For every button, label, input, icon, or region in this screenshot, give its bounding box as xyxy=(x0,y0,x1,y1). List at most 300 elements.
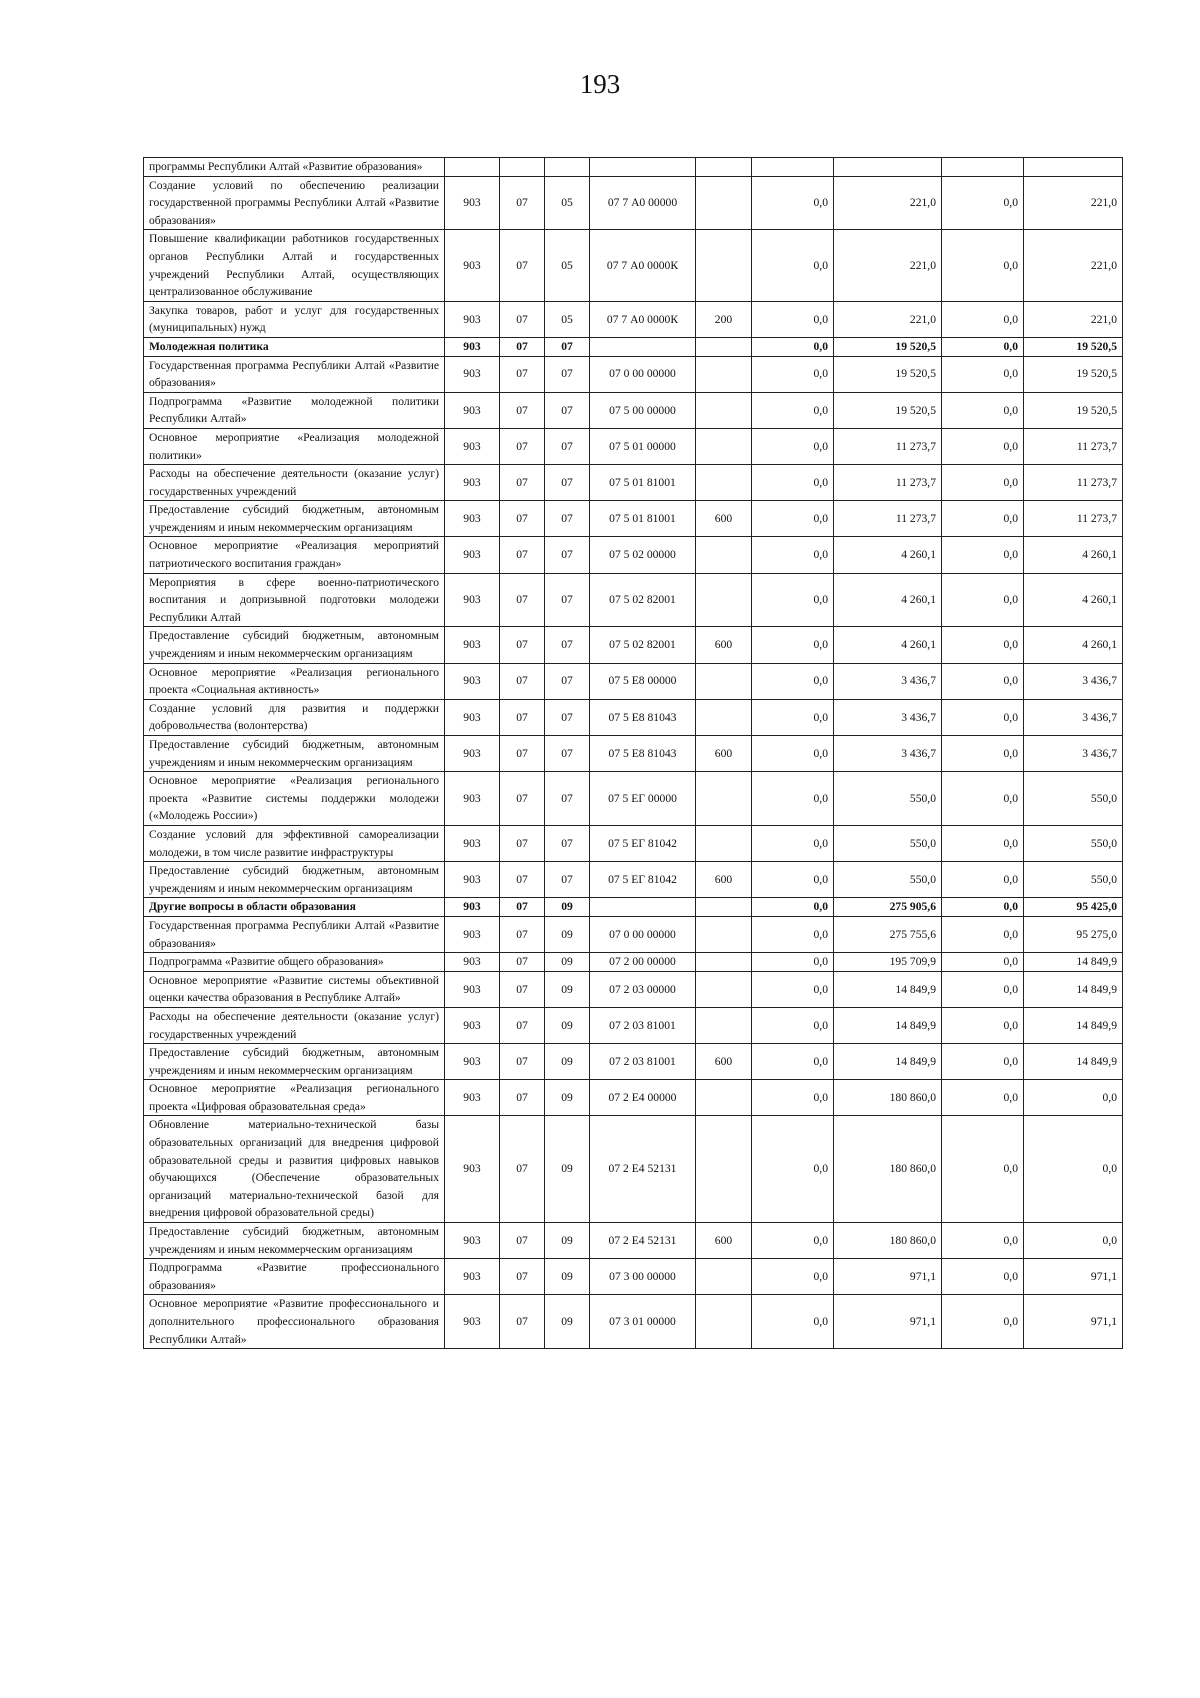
amount-cell-1: 0,0 xyxy=(752,1080,834,1116)
amount-cell-4: 19 520,5 xyxy=(1024,337,1123,356)
target-article-cell: 07 0 00 00000 xyxy=(590,356,696,392)
admin-code-cell: 903 xyxy=(445,971,500,1007)
subsection-code-cell: 09 xyxy=(545,1116,590,1223)
admin-code-cell: 903 xyxy=(445,699,500,735)
admin-code-cell: 903 xyxy=(445,1295,500,1349)
expense-type-cell xyxy=(696,465,752,501)
row-name-cell: Государственная программа Республики Алтай «Развитие образования» xyxy=(144,916,445,952)
table-row xyxy=(144,356,1123,392)
table-row xyxy=(144,663,1123,699)
row-name-cell: Молодежная политика xyxy=(144,337,445,356)
row-name-cell: Расходы на обеспечение деятельности (оказание услуг) государственных учреждений xyxy=(144,465,445,501)
table-row xyxy=(144,772,1123,826)
amount-cell-4: 14 849,9 xyxy=(1024,971,1123,1007)
subsection-code-cell: 07 xyxy=(545,736,590,772)
amount-cell-2: 275 755,6 xyxy=(834,916,942,952)
amount-cell-3: 0,0 xyxy=(942,573,1024,627)
amount-cell-2: 550,0 xyxy=(834,772,942,826)
subsection-code-cell: 07 xyxy=(545,825,590,861)
amount-cell-3: 0,0 xyxy=(942,953,1024,972)
amount-cell-4: 221,0 xyxy=(1024,230,1123,301)
amount-cell-4: 11 273,7 xyxy=(1024,465,1123,501)
section-code-cell: 07 xyxy=(500,465,545,501)
target-article-cell: 07 2 03 81001 xyxy=(590,1044,696,1080)
target-article-cell: 07 5 01 00000 xyxy=(590,428,696,464)
expense-type-cell xyxy=(696,971,752,1007)
amount-cell-4: 221,0 xyxy=(1024,301,1123,337)
amount-cell-2: 180 860,0 xyxy=(834,1080,942,1116)
amount-cell-1: 0,0 xyxy=(752,1259,834,1295)
expense-type-cell: 600 xyxy=(696,736,752,772)
target-article-cell: 07 2 00 00000 xyxy=(590,953,696,972)
table-row xyxy=(144,1223,1123,1259)
amount-cell-3: 0,0 xyxy=(942,971,1024,1007)
admin-code-cell: 903 xyxy=(445,176,500,230)
target-article-cell: 07 5 ЕГ 81042 xyxy=(590,825,696,861)
subsection-code-cell: 07 xyxy=(545,428,590,464)
amount-cell-2: 3 436,7 xyxy=(834,663,942,699)
table-row xyxy=(144,230,1123,301)
expense-type-cell xyxy=(696,337,752,356)
amount-cell-4 xyxy=(1024,158,1123,177)
table-row xyxy=(144,1080,1123,1116)
amount-cell-4: 11 273,7 xyxy=(1024,501,1123,537)
section-code-cell: 07 xyxy=(500,736,545,772)
section-code-cell: 07 xyxy=(500,356,545,392)
table-row xyxy=(144,537,1123,573)
table-row xyxy=(144,862,1123,898)
expense-type-cell xyxy=(696,1295,752,1349)
amount-cell-2: 221,0 xyxy=(834,230,942,301)
section-code-cell: 07 xyxy=(500,1007,545,1043)
admin-code-cell: 903 xyxy=(445,953,500,972)
amount-cell-3: 0,0 xyxy=(942,663,1024,699)
expense-type-cell: 200 xyxy=(696,301,752,337)
amount-cell-1: 0,0 xyxy=(752,825,834,861)
amount-cell-3 xyxy=(942,158,1024,177)
amount-cell-2: 19 520,5 xyxy=(834,337,942,356)
amount-cell-1: 0,0 xyxy=(752,971,834,1007)
row-name-cell: Мероприятия в сфере военно-патриотического воспитания и допризывной подготовки молодежи Республики Алтай xyxy=(144,573,445,627)
admin-code-cell: 903 xyxy=(445,1007,500,1043)
amount-cell-4: 971,1 xyxy=(1024,1259,1123,1295)
table-row xyxy=(144,392,1123,428)
amount-cell-3: 0,0 xyxy=(942,1044,1024,1080)
expense-type-cell xyxy=(696,898,752,917)
table-row xyxy=(144,158,1123,177)
row-name-cell: Создание условий для развития и поддержки добровольчества (волонтерства) xyxy=(144,699,445,735)
row-name-cell: Основное мероприятие «Реализация регионального проекта «Социальная активность» xyxy=(144,663,445,699)
amount-cell-2: 550,0 xyxy=(834,862,942,898)
section-code-cell: 07 xyxy=(500,301,545,337)
table-row xyxy=(144,1007,1123,1043)
amount-cell-3: 0,0 xyxy=(942,1259,1024,1295)
section-code-cell: 07 xyxy=(500,916,545,952)
target-article-cell: 07 5 00 00000 xyxy=(590,392,696,428)
admin-code-cell: 903 xyxy=(445,392,500,428)
amount-cell-1: 0,0 xyxy=(752,176,834,230)
amount-cell-2: 180 860,0 xyxy=(834,1116,942,1223)
admin-code-cell: 903 xyxy=(445,501,500,537)
subsection-code-cell: 05 xyxy=(545,230,590,301)
amount-cell-1: 0,0 xyxy=(752,1295,834,1349)
expense-type-cell: 600 xyxy=(696,627,752,663)
row-name-cell: Обновление материально-технической базы образовательных организаций для внедрения цифровой образовательной среды и развития цифровых навыков обучающихся (Обеспечение образовательных организаций материально-технической базой для внедрения цифровой образовательной среды) xyxy=(144,1116,445,1223)
target-article-cell: 07 5 Е8 00000 xyxy=(590,663,696,699)
subsection-code-cell: 07 xyxy=(545,501,590,537)
row-name-cell: Создание условий для эффективной самореализации молодежи, в том числе развитие инфраструктуры xyxy=(144,825,445,861)
amount-cell-3: 0,0 xyxy=(942,356,1024,392)
section-code-cell: 07 xyxy=(500,1116,545,1223)
admin-code-cell: 903 xyxy=(445,772,500,826)
subsection-code-cell: 07 xyxy=(545,772,590,826)
amount-cell-3: 0,0 xyxy=(942,1007,1024,1043)
amount-cell-2: 180 860,0 xyxy=(834,1223,942,1259)
expense-type-cell: 600 xyxy=(696,1044,752,1080)
target-article-cell: 07 2 03 00000 xyxy=(590,971,696,1007)
section-code-cell: 07 xyxy=(500,392,545,428)
section-code-cell: 07 xyxy=(500,772,545,826)
target-article-cell: 07 7 А0 0000К xyxy=(590,230,696,301)
amount-cell-4: 3 436,7 xyxy=(1024,699,1123,735)
target-article-cell: 07 5 02 82001 xyxy=(590,627,696,663)
expense-type-cell: 600 xyxy=(696,501,752,537)
row-name-cell: Предоставление субсидий бюджетным, автономным учреждениям и иным некоммерческим организациям xyxy=(144,1223,445,1259)
row-name-cell: Подпрограмма «Развитие молодежной политики Республики Алтай» xyxy=(144,392,445,428)
target-article-cell: 07 0 00 00000 xyxy=(590,916,696,952)
row-name-cell: Основное мероприятие «Реализация регионального проекта «Развитие системы поддержки молодежи («Молодежь России») xyxy=(144,772,445,826)
amount-cell-1: 0,0 xyxy=(752,916,834,952)
amount-cell-3: 0,0 xyxy=(942,176,1024,230)
subsection-code-cell: 09 xyxy=(545,1044,590,1080)
section-code-cell: 07 xyxy=(500,176,545,230)
expense-type-cell xyxy=(696,699,752,735)
subsection-code-cell: 07 xyxy=(545,862,590,898)
row-name-cell: программы Республики Алтай «Развитие образования» xyxy=(144,158,445,177)
expense-type-cell xyxy=(696,916,752,952)
row-name-cell: Предоставление субсидий бюджетным, автономным учреждениям и иным некоммерческим организациям xyxy=(144,862,445,898)
amount-cell-1: 0,0 xyxy=(752,392,834,428)
subsection-code-cell: 09 xyxy=(545,898,590,917)
target-article-cell: 07 5 02 00000 xyxy=(590,537,696,573)
section-code-cell: 07 xyxy=(500,1259,545,1295)
section-code-cell: 07 xyxy=(500,501,545,537)
target-article-cell: 07 2 03 81001 xyxy=(590,1007,696,1043)
amount-cell-2: 550,0 xyxy=(834,825,942,861)
amount-cell-2: 971,1 xyxy=(834,1259,942,1295)
amount-cell-4: 550,0 xyxy=(1024,825,1123,861)
table-row xyxy=(144,627,1123,663)
subsection-code-cell: 07 xyxy=(545,356,590,392)
amount-cell-2: 14 849,9 xyxy=(834,1007,942,1043)
row-name-cell: Создание условий по обеспечению реализации государственной программы Республики Алтай «Развитие образования» xyxy=(144,176,445,230)
section-code-cell: 07 xyxy=(500,971,545,1007)
amount-cell-3: 0,0 xyxy=(942,862,1024,898)
amount-cell-2 xyxy=(834,158,942,177)
amount-cell-3: 0,0 xyxy=(942,699,1024,735)
admin-code-cell: 903 xyxy=(445,862,500,898)
amount-cell-4: 550,0 xyxy=(1024,772,1123,826)
section-code-cell: 07 xyxy=(500,862,545,898)
amount-cell-2: 14 849,9 xyxy=(834,971,942,1007)
target-article-cell: 07 7 А0 00000 xyxy=(590,176,696,230)
amount-cell-3: 0,0 xyxy=(942,736,1024,772)
expense-type-cell xyxy=(696,392,752,428)
section-code-cell: 07 xyxy=(500,699,545,735)
amount-cell-2: 19 520,5 xyxy=(834,392,942,428)
target-article-cell xyxy=(590,158,696,177)
row-name-cell: Подпрограмма «Развитие профессионального образования» xyxy=(144,1259,445,1295)
amount-cell-3: 0,0 xyxy=(942,428,1024,464)
section-code-cell xyxy=(500,158,545,177)
target-article-cell: 07 3 01 00000 xyxy=(590,1295,696,1349)
row-name-cell: Предоставление субсидий бюджетным, автономным учреждениям и иным некоммерческим организациям xyxy=(144,736,445,772)
target-article-cell: 07 5 02 82001 xyxy=(590,573,696,627)
subsection-code-cell: 07 xyxy=(545,699,590,735)
subsection-code-cell: 07 xyxy=(545,537,590,573)
section-code-cell: 07 xyxy=(500,627,545,663)
row-name-cell: Основное мероприятие «Реализация молодежной политики» xyxy=(144,428,445,464)
section-code-cell: 07 xyxy=(500,337,545,356)
table-row xyxy=(144,825,1123,861)
row-name-cell: Основное мероприятие «Реализация регионального проекта «Цифровая образовательная среда» xyxy=(144,1080,445,1116)
section-code-cell: 07 xyxy=(500,537,545,573)
table-body xyxy=(144,158,1123,1349)
subsection-code-cell: 07 xyxy=(545,573,590,627)
amount-cell-4: 4 260,1 xyxy=(1024,573,1123,627)
amount-cell-4: 11 273,7 xyxy=(1024,428,1123,464)
amount-cell-1: 0,0 xyxy=(752,301,834,337)
admin-code-cell: 903 xyxy=(445,825,500,861)
expense-type-cell xyxy=(696,573,752,627)
target-article-cell: 07 5 Е8 81043 xyxy=(590,699,696,735)
amount-cell-2: 221,0 xyxy=(834,176,942,230)
amount-cell-1: 0,0 xyxy=(752,898,834,917)
expense-type-cell xyxy=(696,537,752,573)
admin-code-cell: 903 xyxy=(445,465,500,501)
amount-cell-2: 195 709,9 xyxy=(834,953,942,972)
admin-code-cell: 903 xyxy=(445,356,500,392)
expense-type-cell: 600 xyxy=(696,1223,752,1259)
row-name-cell: Государственная программа Республики Алтай «Развитие образования» xyxy=(144,356,445,392)
amount-cell-3: 0,0 xyxy=(942,337,1024,356)
expense-type-cell xyxy=(696,428,752,464)
amount-cell-2: 4 260,1 xyxy=(834,537,942,573)
subsection-code-cell: 09 xyxy=(545,1007,590,1043)
expense-type-cell xyxy=(696,158,752,177)
table-row xyxy=(144,501,1123,537)
table-row xyxy=(144,428,1123,464)
subsection-code-cell: 09 xyxy=(545,1259,590,1295)
amount-cell-4: 3 436,7 xyxy=(1024,663,1123,699)
amount-cell-3: 0,0 xyxy=(942,1223,1024,1259)
amount-cell-4: 14 849,9 xyxy=(1024,953,1123,972)
amount-cell-3: 0,0 xyxy=(942,825,1024,861)
budget-table xyxy=(143,157,1123,1349)
amount-cell-1: 0,0 xyxy=(752,1044,834,1080)
amount-cell-4: 19 520,5 xyxy=(1024,392,1123,428)
amount-cell-1: 0,0 xyxy=(752,1116,834,1223)
table-row xyxy=(144,916,1123,952)
row-name-cell: Закупка товаров, работ и услуг для государственных (муниципальных) нужд xyxy=(144,301,445,337)
amount-cell-1: 0,0 xyxy=(752,573,834,627)
amount-cell-2: 4 260,1 xyxy=(834,627,942,663)
section-code-cell: 07 xyxy=(500,825,545,861)
amount-cell-4: 14 849,9 xyxy=(1024,1007,1123,1043)
amount-cell-4: 95 425,0 xyxy=(1024,898,1123,917)
subsection-code-cell: 05 xyxy=(545,301,590,337)
row-name-cell: Расходы на обеспечение деятельности (оказание услуг) государственных учреждений xyxy=(144,1007,445,1043)
amount-cell-3: 0,0 xyxy=(942,916,1024,952)
amount-cell-1: 0,0 xyxy=(752,465,834,501)
table-row xyxy=(144,301,1123,337)
amount-cell-3: 0,0 xyxy=(942,627,1024,663)
amount-cell-3: 0,0 xyxy=(942,392,1024,428)
page-number: 193 xyxy=(579,69,621,99)
expense-type-cell xyxy=(696,1259,752,1295)
admin-code-cell: 903 xyxy=(445,898,500,917)
row-name-cell: Основное мероприятие «Развитие профессионального и дополнительного профессионального образования Республики Алтай» xyxy=(144,1295,445,1349)
row-name-cell: Основное мероприятие «Реализация мероприятий патриотического воспитания граждан» xyxy=(144,537,445,573)
amount-cell-2: 971,1 xyxy=(834,1295,942,1349)
expense-type-cell xyxy=(696,825,752,861)
row-name-cell: Предоставление субсидий бюджетным, автономным учреждениям и иным некоммерческим организациям xyxy=(144,501,445,537)
target-article-cell xyxy=(590,898,696,917)
row-name-cell: Предоставление субсидий бюджетным, автономным учреждениям и иным некоммерческим организациям xyxy=(144,1044,445,1080)
amount-cell-2: 221,0 xyxy=(834,301,942,337)
amount-cell-1: 0,0 xyxy=(752,501,834,537)
amount-cell-4: 0,0 xyxy=(1024,1116,1123,1223)
admin-code-cell xyxy=(445,158,500,177)
amount-cell-2: 275 905,6 xyxy=(834,898,942,917)
target-article-cell: 07 3 00 00000 xyxy=(590,1259,696,1295)
subsection-code-cell xyxy=(545,158,590,177)
admin-code-cell: 903 xyxy=(445,1223,500,1259)
amount-cell-3: 0,0 xyxy=(942,1080,1024,1116)
amount-cell-2: 3 436,7 xyxy=(834,736,942,772)
amount-cell-3: 0,0 xyxy=(942,772,1024,826)
admin-code-cell: 903 xyxy=(445,337,500,356)
amount-cell-3: 0,0 xyxy=(942,537,1024,573)
amount-cell-3: 0,0 xyxy=(942,230,1024,301)
amount-cell-4: 0,0 xyxy=(1024,1223,1123,1259)
amount-cell-4: 221,0 xyxy=(1024,176,1123,230)
amount-cell-4: 550,0 xyxy=(1024,862,1123,898)
row-name-cell: Подпрограмма «Развитие общего образования» xyxy=(144,953,445,972)
amount-cell-4: 4 260,1 xyxy=(1024,537,1123,573)
target-article-cell: 07 2 Е4 00000 xyxy=(590,1080,696,1116)
admin-code-cell: 903 xyxy=(445,1259,500,1295)
admin-code-cell: 903 xyxy=(445,537,500,573)
section-code-cell: 07 xyxy=(500,230,545,301)
expense-type-cell xyxy=(696,176,752,230)
expense-type-cell xyxy=(696,1080,752,1116)
section-code-cell: 07 xyxy=(500,898,545,917)
expense-type-cell xyxy=(696,772,752,826)
expense-type-cell xyxy=(696,1116,752,1223)
table-row xyxy=(144,971,1123,1007)
section-code-cell: 07 xyxy=(500,953,545,972)
amount-cell-1: 0,0 xyxy=(752,627,834,663)
target-article-cell: 07 2 Е4 52131 xyxy=(590,1223,696,1259)
expense-type-cell xyxy=(696,1007,752,1043)
table-row xyxy=(144,176,1123,230)
table-row xyxy=(144,699,1123,735)
subsection-code-cell: 09 xyxy=(545,916,590,952)
table-row xyxy=(144,1116,1123,1223)
amount-cell-4: 19 520,5 xyxy=(1024,356,1123,392)
section-code-cell: 07 xyxy=(500,1044,545,1080)
admin-code-cell: 903 xyxy=(445,916,500,952)
table-row xyxy=(144,736,1123,772)
target-article-cell: 07 5 ЕГ 00000 xyxy=(590,772,696,826)
amount-cell-3: 0,0 xyxy=(942,1116,1024,1223)
amount-cell-2: 11 273,7 xyxy=(834,428,942,464)
admin-code-cell: 903 xyxy=(445,230,500,301)
amount-cell-1: 0,0 xyxy=(752,230,834,301)
amount-cell-2: 14 849,9 xyxy=(834,1044,942,1080)
amount-cell-3: 0,0 xyxy=(942,898,1024,917)
amount-cell-3: 0,0 xyxy=(942,301,1024,337)
section-code-cell: 07 xyxy=(500,1223,545,1259)
target-article-cell: 07 2 Е4 52131 xyxy=(590,1116,696,1223)
admin-code-cell: 903 xyxy=(445,627,500,663)
row-name-cell: Другие вопросы в области образования xyxy=(144,898,445,917)
amount-cell-1: 0,0 xyxy=(752,1223,834,1259)
amount-cell-1 xyxy=(752,158,834,177)
admin-code-cell: 903 xyxy=(445,1044,500,1080)
amount-cell-3: 0,0 xyxy=(942,1295,1024,1349)
admin-code-cell: 903 xyxy=(445,428,500,464)
amount-cell-3: 0,0 xyxy=(942,465,1024,501)
expense-type-cell xyxy=(696,356,752,392)
amount-cell-1: 0,0 xyxy=(752,337,834,356)
amount-cell-4: 0,0 xyxy=(1024,1080,1123,1116)
amount-cell-1: 0,0 xyxy=(752,699,834,735)
amount-cell-2: 4 260,1 xyxy=(834,573,942,627)
subsection-code-cell: 07 xyxy=(545,392,590,428)
admin-code-cell: 903 xyxy=(445,1080,500,1116)
amount-cell-1: 0,0 xyxy=(752,356,834,392)
table-row xyxy=(144,898,1123,917)
amount-cell-3: 0,0 xyxy=(942,501,1024,537)
section-code-cell: 07 xyxy=(500,428,545,464)
amount-cell-4: 3 436,7 xyxy=(1024,736,1123,772)
table-row xyxy=(144,573,1123,627)
amount-cell-1: 0,0 xyxy=(752,736,834,772)
amount-cell-4: 4 260,1 xyxy=(1024,627,1123,663)
row-name-cell: Основное мероприятие «Развитие системы объективной оценки качества образования в Республике Алтай» xyxy=(144,971,445,1007)
amount-cell-1: 0,0 xyxy=(752,1007,834,1043)
target-article-cell: 07 7 А0 0000К xyxy=(590,301,696,337)
subsection-code-cell: 07 xyxy=(545,627,590,663)
admin-code-cell: 903 xyxy=(445,573,500,627)
amount-cell-1: 0,0 xyxy=(752,862,834,898)
row-name-cell: Повышение квалификации работников государственных органов Республики Алтай и государственных учреждений Республики Алтай, осуществляющих централизованное обслуживание xyxy=(144,230,445,301)
admin-code-cell: 903 xyxy=(445,1116,500,1223)
amount-cell-1: 0,0 xyxy=(752,663,834,699)
subsection-code-cell: 07 xyxy=(545,663,590,699)
target-article-cell: 07 5 ЕГ 81042 xyxy=(590,862,696,898)
expense-type-cell: 600 xyxy=(696,862,752,898)
amount-cell-1: 0,0 xyxy=(752,953,834,972)
table-row xyxy=(144,1044,1123,1080)
subsection-code-cell: 07 xyxy=(545,337,590,356)
admin-code-cell: 903 xyxy=(445,663,500,699)
expense-type-cell xyxy=(696,663,752,699)
amount-cell-4: 95 275,0 xyxy=(1024,916,1123,952)
table-row xyxy=(144,337,1123,356)
